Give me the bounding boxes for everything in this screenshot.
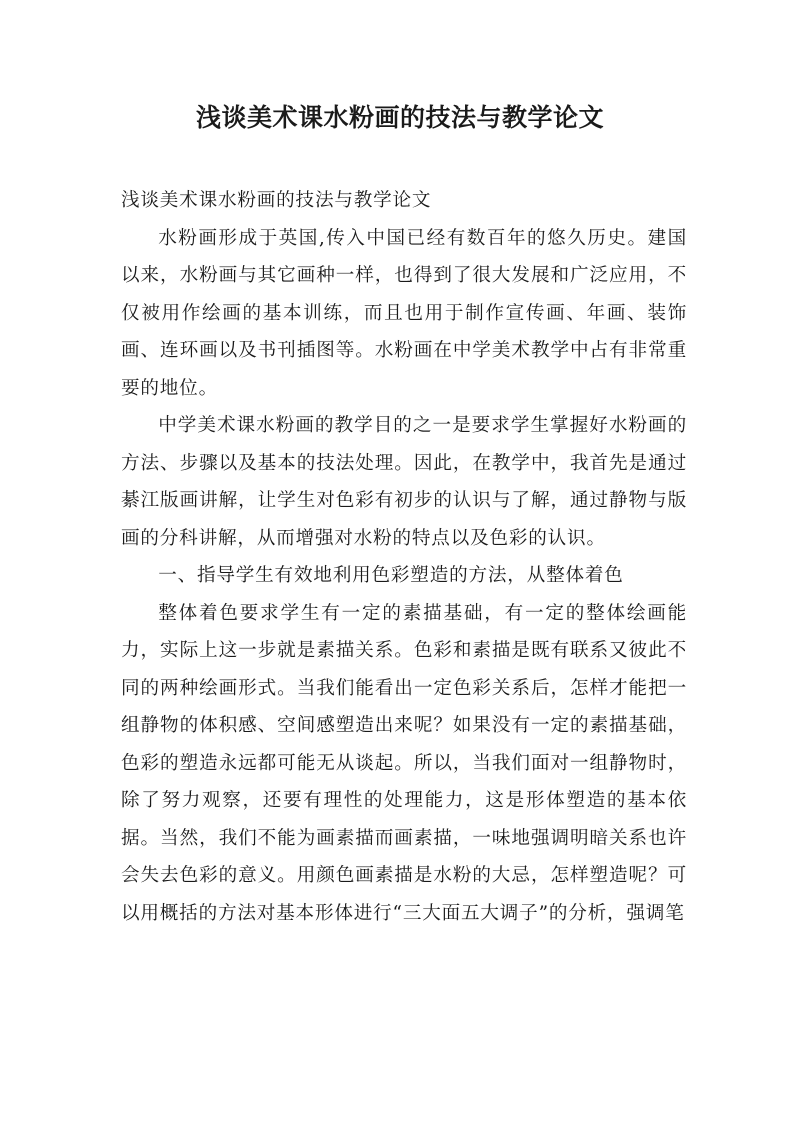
paragraph: 中学美术课水粉画的教学目的之一是要求学生掌握好水粉画的方法、步骤以及基本的技法处理。因此，在教学中，我首先是通过綦江版画讲解，让学生对色彩有初步的认识与了解，通过静物与版画的分科讲解，从而增强对水粉的特点以及色彩的认识。 [121,415,687,549]
paragraph: 整体着色要求学生有一定的素描基础，有一定的整体绘画能力，实际上这一步就是素描关系。色彩和素描是既有联系又彼此不同的两种绘画形式。当我们能看出一定色彩关系后，怎样才能把一组静物的体积感、空间感塑造出来呢？如果没有一定的素描基础，色彩的塑造永远都可能无从谈起。所以，当我们面对一组静物时，除了努力观察，还要有理性的处理能力，这是形体塑造的基本依据。当然，我们不能为画素描而画素描，一味地强调明暗关系也许会失去色彩的意义。用颜色画素描是水粉的大忌，怎样塑造呢？可以用概括的方法对基本形体进行“三大面五大调子”的分析，强调笔 [121,602,687,924]
document-body [121,182,687,932]
paragraph: 水粉画形成于英国,传入中国已经有数百年的悠久历史。建国以来，水粉画与其它画种一样，也得到了很大发展和广泛应用，不仅被用作绘画的基本训练，而且也用于制作宣传画、年画、装饰画、连环画以及书刊插图等。水粉画在中学美术教学中占有非常重要的地位。 [121,227,687,399]
section-heading: 一、指导学生有效地利用色彩塑造的方法，从整体着色 [158,565,624,586]
document-title: 浅谈美术课水粉画的技法与教学论文 [195,103,604,132]
paragraph-subtitle: 浅谈美术课水粉画的技法与教学论文 [121,190,432,211]
